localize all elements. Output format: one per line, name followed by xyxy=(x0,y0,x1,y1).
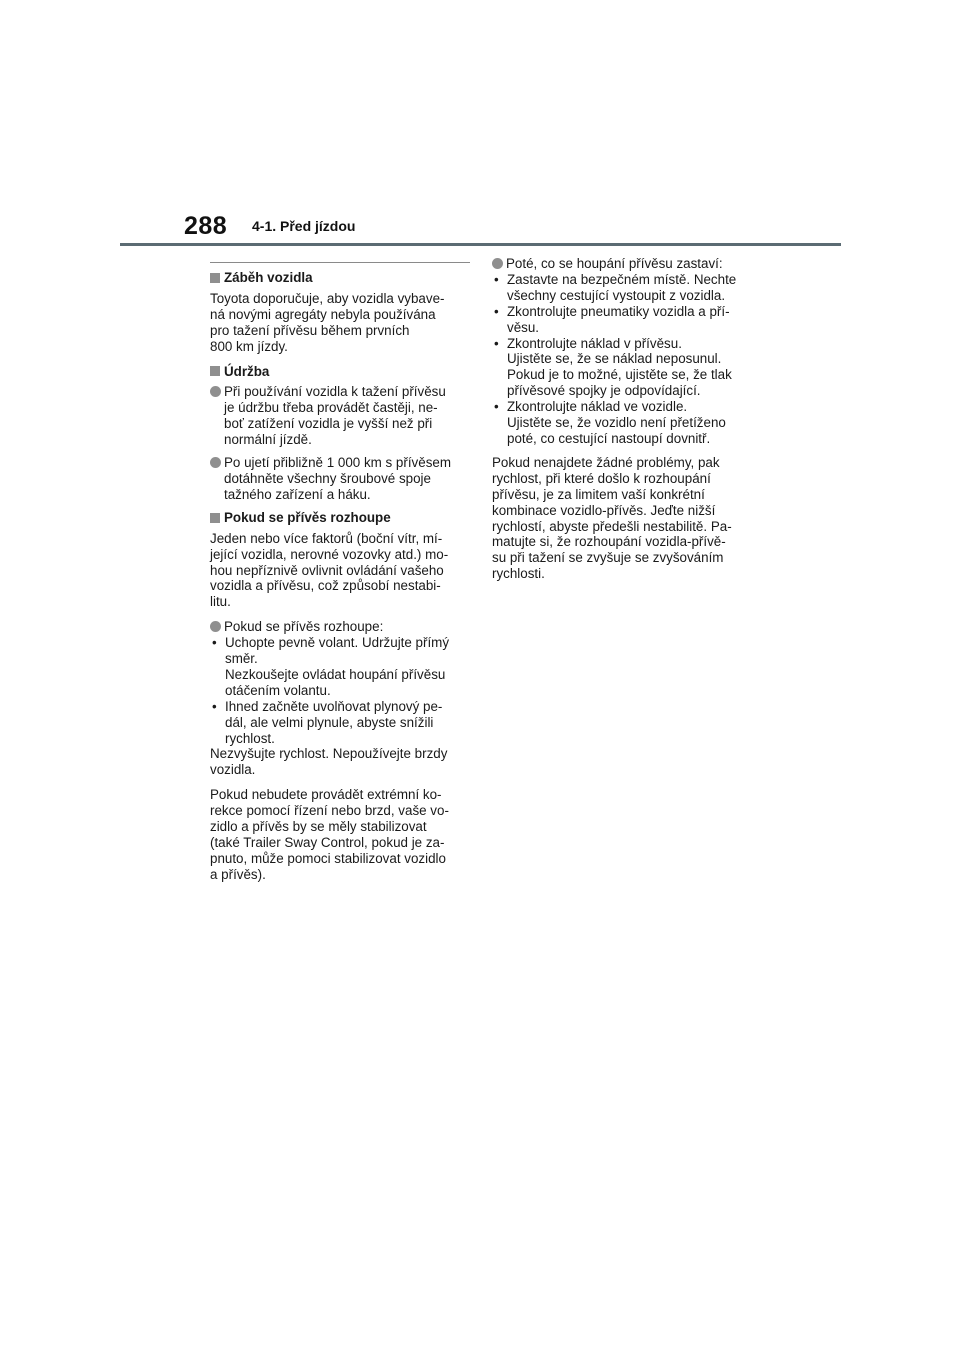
bullet-item xyxy=(492,256,752,272)
sub-bullet-text: Zkontrolujte náklad ve vozidle. Ujistěte se, že vozidlo není přetíženo poté, co cestující nastoupí dovnitř. xyxy=(507,399,726,446)
sub-bullet-item xyxy=(492,399,752,447)
sub-bullet-marker: • xyxy=(494,271,499,287)
sub-bullet-marker: • xyxy=(494,399,499,415)
sub-bullet-marker: • xyxy=(494,335,499,351)
sub-bullet-marker: • xyxy=(212,635,217,651)
section-heading-maintenance xyxy=(210,364,470,380)
sub-bullet-marker: • xyxy=(212,698,217,714)
circle-bullet-icon xyxy=(210,457,221,468)
square-bullet-icon xyxy=(210,366,220,376)
bullet-text: Při používání vozidla k tažení přívěsu je údržbu třeba provádět častěji, ne- boť zatížení vozidla je vyšší než při normální jízdě. xyxy=(224,384,446,448)
paragraph: Jeden nebo více faktorů (boční vítr, mí- jející vozidla, nerovné vozovky atd.) mo- hou nepříznivě ovlivnit ovládání vašeho vozidla a přívěsu, což způsobí nestabi- litu. xyxy=(210,530,449,610)
heading-text: Údržba xyxy=(224,363,270,379)
circle-bullet-icon xyxy=(210,386,221,397)
sub-bullet-item xyxy=(492,304,752,336)
paragraph: Pokud nenajdete žádné problémy, pak rychlost, při které došlo k rozhoupání přívěsu, je za limitem vaší konkrétní kombinace vozidlo-přívěs. Jeďte nižší rychlostí, abyste předešli nestabilitě. Pa- matujte si, že rozhoupání vozidla-přívě- su při tažení se zvyšuje se zvyšováním rychlosti. xyxy=(492,454,732,582)
spacer xyxy=(492,447,752,455)
section-heading-sway xyxy=(210,510,470,526)
circle-bullet-icon xyxy=(492,258,503,269)
sub-bullet-marker: • xyxy=(494,303,499,319)
sub-bullet-item xyxy=(210,699,470,747)
sub-bullet-text: Zkontrolujte náklad v přívěsu. Ujistěte se, že se náklad neposunul. Pokud je to možné, ujistěte se, že tlak přívěsové spojky je odpovídající. xyxy=(507,335,732,399)
bullet-item xyxy=(210,619,470,635)
bullet-text: Pokud se přívěs rozhoupe: xyxy=(224,619,384,635)
paragraph: Nezvyšujte rychlost. Nepoužívejte brzdy vozidla. xyxy=(210,746,448,778)
square-bullet-icon xyxy=(210,513,220,523)
bullet-item xyxy=(210,384,470,448)
sub-bullet-text: Zkontrolujte pneumatiky vozidla a pří- věsu. xyxy=(507,303,730,335)
bullet-item xyxy=(210,455,470,503)
header-rule xyxy=(120,243,841,246)
heading-text: Pokud se přívěs rozhoupe xyxy=(224,509,391,525)
circle-bullet-icon xyxy=(210,621,221,632)
right-column xyxy=(492,256,752,591)
paragraph: Toyota doporučuje, aby vozidla vybave- ná novými agregáty nebyla používána pro tažení přívěsu během prvních 800 km jízdy. xyxy=(210,290,445,354)
section-divider xyxy=(210,262,470,263)
bullet-text: Poté, co se houpání přívěsu zastaví: xyxy=(506,256,723,271)
chapter-title: 4-1. Před jízdou xyxy=(252,218,356,234)
sub-bullet-item xyxy=(492,336,752,400)
left-column xyxy=(210,262,470,892)
sub-bullet-item xyxy=(210,635,470,699)
section-heading-break-in xyxy=(210,270,470,286)
square-bullet-icon xyxy=(210,273,220,283)
sub-bullet-text: Zastavte na bezpečném místě. Nechte všechny cestující vystoupit z vozidla. xyxy=(507,271,737,303)
paragraph: Pokud nebudete provádět extrémní ko- rekce pomocí řízení nebo brzd, vaše vo- zidlo a přívěs by se měly stabilizovat (také Trailer Sway Control, pokud je za- pnuto, může pomoci stabilizovat vozidlo a přívěs). xyxy=(210,787,449,882)
sub-bullet-text: Uchopte pevně volant. Udržujte přímý směr. Nezkoušejte ovládat houpání přívěsu otáčením volantu. xyxy=(225,635,450,698)
sub-bullet-item xyxy=(492,272,752,304)
heading-text: Záběh vozidla xyxy=(224,270,313,285)
sub-bullet-text: Ihned začněte uvolňovat plynový pe- dál, ale velmi plynule, abyste snížili rychlost. xyxy=(225,698,443,746)
bullet-text: Po ujetí přibližně 1 000 km s přívěsem dotáhněte všechny šroubové spoje tažného zařízení a háku. xyxy=(224,455,452,502)
page-number: 288 xyxy=(184,212,228,240)
